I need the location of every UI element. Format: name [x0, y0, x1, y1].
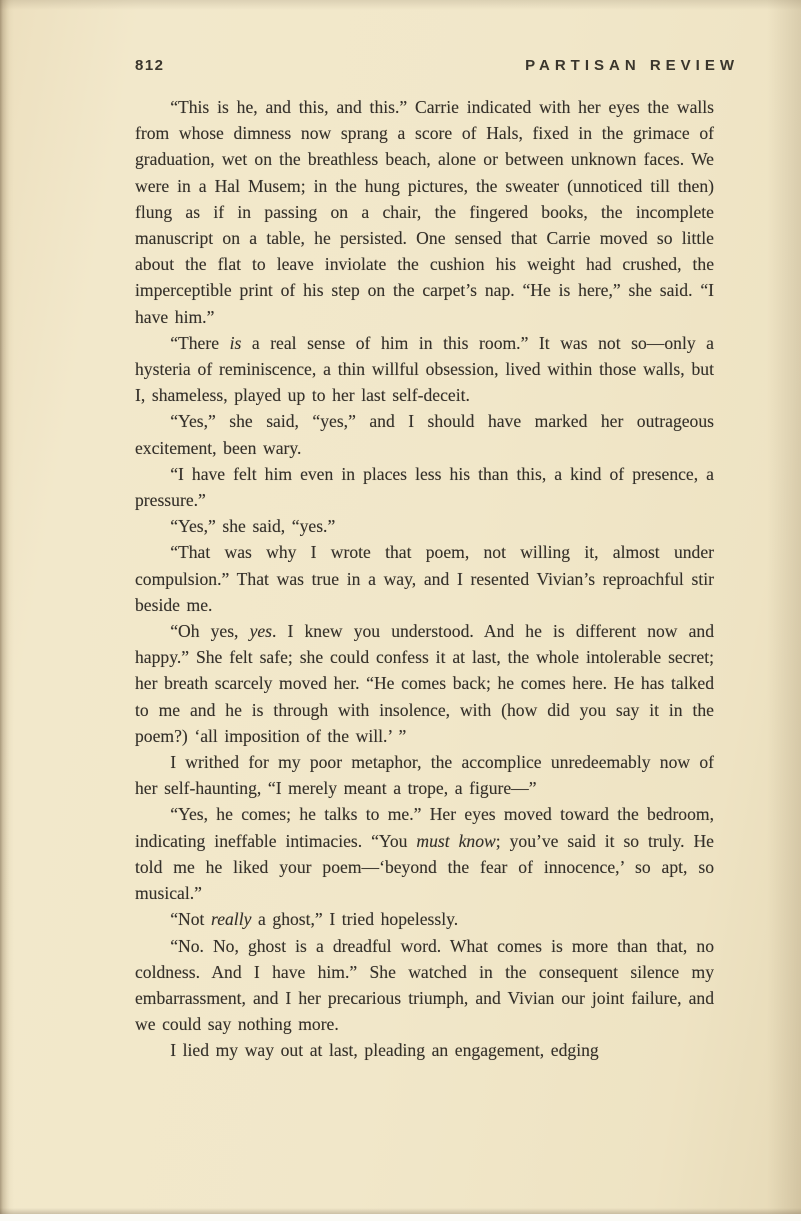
paragraph — [135, 801, 714, 906]
text-run: “That was why I wrote that poem, not willing it, almost under compulsion.” That was true in a way, and I resented Vivian’s reproachful stir beside me. — [135, 542, 714, 615]
paragraph — [135, 408, 714, 460]
article-body — [135, 94, 714, 1064]
book-spine-edge — [0, 0, 14, 1221]
paragraph — [135, 513, 714, 539]
italic-run: yes — [249, 621, 273, 642]
text-run: “Oh yes, — [170, 621, 250, 642]
paragraph — [135, 749, 714, 801]
text-run: “Yes,” she said, “yes,” and I should have marked her outrageous excitement, been wary. — [135, 411, 714, 458]
text-run: I lied my way out at last, pleading an engagement, edging — [170, 1040, 599, 1061]
paragraph — [135, 933, 714, 1038]
text-run: “This is he, and this, and this.” Carrie indicated with her eyes the walls from whose dimness now sprang a score of Hals, fixed in the grimace of graduation, wet on the breathless beach, alone or between unknown faces. We were in a Hal Musem; in the hung pictures, the sweater (unnoticed till then) flung as if in passing on a chair, the fingered books, the incomplete manuscript on a table, he persisted. One sensed that Carrie moved so little about the flat to leave inviolate the cushion his weight had crushed, the imperceptible print of his step on the carpet’s nap. “He is here,” she said. “I have him.” — [135, 97, 714, 327]
paragraph — [135, 461, 714, 513]
text-run: ; you’ve said it so truly. He told me he liked your poem—‘beyond the fear of innocence,’ so apt, so musical.” — [135, 830, 714, 904]
text-run: “Yes, he comes; he talks to me.” Her eyes moved toward the bedroom, indicating ineffable intimacies. “You — [135, 804, 714, 851]
right-photo-edge — [767, 0, 801, 1221]
text-run: . I knew you understood. And he is different now and happy.” She felt safe; she could confess it at last, the whole intolerable secret; her breath scarcely moved her. “He comes back; he comes here. He has talked to me and he is through with insolence, with (how did you say it in the poem?) ‘all imposition of the will.’ ” — [135, 621, 714, 746]
text-run: a ghost,” I tried hopelessly. — [251, 909, 459, 930]
text-run: “There — [170, 332, 230, 353]
text-run: “Yes,” she said, “yes.” — [170, 516, 336, 537]
top-photo-edge — [0, 0, 801, 10]
paragraph — [135, 1037, 714, 1063]
text-run: “I have felt him even in places less his than this, a kind of presence, a pressure.” — [135, 463, 714, 511]
paragraph — [135, 330, 714, 409]
italic-run: must know — [416, 830, 496, 851]
italic-run: is — [229, 332, 242, 353]
page-number: 812 — [135, 57, 165, 74]
paragraph — [135, 906, 714, 932]
text-run: “No. No, ghost is a dreadful word. What comes is more than that, no coldness. And I have him.” She watched in the consequent silence my embarrassment, and I her precarious triumph, and Vivian our joint failure, and we could say nothing more. — [135, 935, 714, 1035]
running-header — [135, 57, 739, 74]
text-run: “Not — [170, 909, 211, 930]
paragraph — [135, 94, 714, 330]
text-run: I writhed for my poor metaphor, the accomplice unredeemably now of her self-haunting, “I merely meant a trope, a figure—” — [135, 752, 714, 799]
italic-run: really — [211, 909, 252, 930]
scanner-bottom-strip — [0, 1214, 801, 1221]
text-run: a real sense of him in this room.” It was not so—only a hysteria of reminiscence, a thin willful obsession, lived within those walls, but I, shameless, played up to her last self-deceit. — [135, 332, 714, 406]
paragraph — [135, 539, 714, 618]
journal-title: PARTISAN REVIEW — [525, 57, 739, 74]
paragraph — [135, 618, 714, 749]
